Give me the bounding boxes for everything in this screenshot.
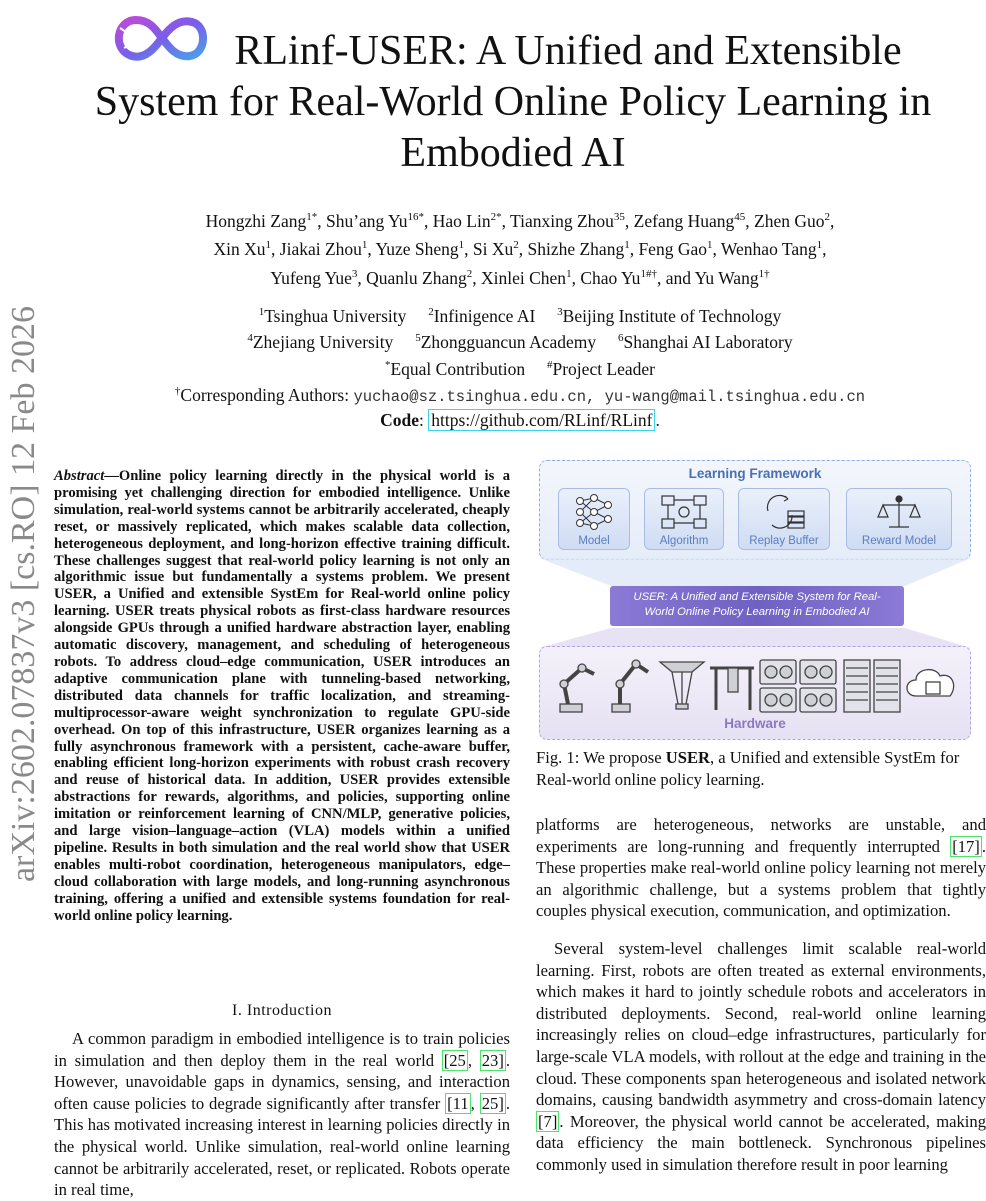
- scale-icon: [877, 493, 921, 531]
- section-heading-introduction: I. Introduction: [232, 1002, 332, 1019]
- citation-link[interactable]: 23]: [481, 1050, 504, 1070]
- abstract: [54, 468, 510, 924]
- model-card: Model: [558, 488, 630, 550]
- neural-network-icon: [574, 493, 614, 531]
- citation-link[interactable]: [25: [443, 1050, 466, 1070]
- corresponding-emails[interactable]: yuchao@sz.tsinghua.edu.cn, yu-wang@mail.tsinghua.edu.cn: [353, 388, 866, 407]
- algorithm-card: Algorithm: [644, 488, 724, 550]
- algorithm-flow-icon: [660, 493, 708, 531]
- arxiv-side-stamp: arXiv:2602.07837v3 [cs.RO] 12 Feb 2026: [5, 305, 42, 883]
- affiliations: $^1$Tsinghua University $^2$Infinigence AI $^3$Beijing Institute of Technology $^4$Zhejiang University $^5$Zhongguancun Academy $^6$Shanghai AI Laboratory *Equal Contribution #Project Leader †Corresponding Authors: yuchao@sz.tsinghua.edu.cn, yu-wang@mail.tsinghua.edu.cn Code: https://github.com/RLinf/RLinf .: [174, 305, 866, 430]
- learning-framework-title: Learning Framework: [688, 466, 822, 481]
- code-link[interactable]: https://github.com/RLinf/RLinf: [428, 409, 655, 431]
- replay-buffer-icon: [762, 493, 806, 531]
- paper-title: [40, 26, 986, 179]
- user-banner: USER: A Unified and Extensible System for Real- World Online Policy Learning in Embodied AI: [610, 586, 904, 626]
- paragraph: Several system-level challenges limit scalable real-world learning. First, robots are often treated as external environments, which makes it hard to jointly schedule robots and accelerators in distributed deployments. Second, real-world online learning increasingly relies on cloud–edge infrastructures, particularly for large-scale VLA models, with rollout at the edge and training in the cloud. These components span heterogeneous and isolated network domains, causing bandwidth asymmetry and cross-domain latency [7] . Moreover, the physical world cannot be accelerated, making data efficiency the main bottleneck. Synchronous pipelines commonly used in simulation therefore result in poor learning: [536, 938, 986, 1174]
- title-line-2: System for Real-World Online Policy Learning in: [94, 79, 932, 125]
- abstract-text: —Online policy learning directly in the physical world is a promising yet challenging direction for embodied intelligence. Unlike simulation, real-world systems cannot be arbitrarily accelerated, cheaply reset, or massively replicated, which makes scalable data collection, heterogeneous deployment, and long-horizon effective training difficult. These challenges suggest that real-world policy learning is not only an algorithmic issue but fundamentally a systems problem. We present USER, a Unified and extensible SystEm for Real-world online policy learning. USER treats physical robots as first-class hardware resources alongside GPUs through a unified hardware abstraction layer, enabling automatic discovery, management, and scheduling of heterogeneous robots. To address cloud–edge communication, USER introduces an adaptive communication plane with tunneling-based networking, distributed data channels for traffic localization, and streaming-multiprocessor-aware weight synchronization to regulate GPU-side overhead. On top of this infrastructure, USER organizes learning as a fully asynchronous framework with a persistent, cache-aware buffer, enabling efficient long-horizon experiments with robust crash recovery and reuse of historical data. In addition, USER provides extensible abstractions for rewards, algorithms, and policies, supporting online imitation or reinforcement learning of CNN/MLP, generative policies, and large vision–language–action (VLA) models within a unified pipeline. Results in both simulation and the real world show that USER enables multi-robot coordination, heterogeneous manipulators, edge–cloud collaboration with large models, and long-running asynchronous training, offering a unified and extensible systems foundation for real-world online policy learning.: [54, 468, 510, 924]
- citation-link[interactable]: 25]: [481, 1093, 504, 1113]
- robot-arm-icon: [560, 704, 582, 712]
- citation-link[interactable]: [11: [447, 1093, 469, 1113]
- author-list: Hongzhi Zang$^{1*}$, Shu’ang $Yu^{16*}$, Hao Lin$^{2*}$, Tianxing Zhou$^{35}$, Zefang Huang$^{45}$, Zhen Guo$^2$, Xin Xu$^1$, Jiakai Zhou$^1$, Yuze Sheng$^1$, Si Xu$^2$, Shizhe Zhang$^1$, Feng Gao$^1$, Wenhao Tang$^1$, Yufeng Yue$^3$, Quanlu Zhang$^2$, Xinlei Chen$^1$, Chao $Yu^{1\#\dagger}$, and Yu Wang$^{1\dagger}$: [205, 210, 835, 288]
- replay-buffer-card: Replay Buffer: [738, 488, 830, 550]
- reward-model-card: Reward Model: [846, 488, 952, 550]
- hardware-illustration: [554, 654, 964, 720]
- intro-paragraph: A common paradigm in embodied intelligence is to train policies in simulation and then deploy them in the real world [25 , 23] . However, unavoidable gaps in dynamics, sensing, and interaction often cause policies to degrade significantly after transfer [11 , 25] . This has motivated increasing interest in learning policies directly in the physical world. Unlike simulation, real-world online learning cannot be arbitrarily accelerated, reset, or replicated. Robots operate in real time,: [54, 1029, 511, 1200]
- title-line-3: Embodied AI: [400, 130, 626, 176]
- figure-1: [536, 458, 974, 748]
- figure-caption: Fig. 1: We propose USER, a Unified and extensible SystEm for Real-world online policy learning.: [536, 748, 960, 789]
- abstract-label: Abstract: [54, 468, 105, 484]
- hardware-title: Hardware: [724, 716, 786, 731]
- citation-link[interactable]: [17]: [952, 836, 980, 856]
- title-line-1: RLinf-USER: A Unified and Extensible: [234, 28, 902, 74]
- paragraph: platforms are heterogeneous, networks are unstable, and experiments are long-running and frequently interrupted [17] . These properties make real-world online policy learning not merely an algorithmic challenge, but a systems problem that tightly couples physical execution, communication, and optimization.: [536, 815, 986, 921]
- right-column-text: [536, 814, 986, 1176]
- citation-link[interactable]: [7]: [538, 1111, 558, 1131]
